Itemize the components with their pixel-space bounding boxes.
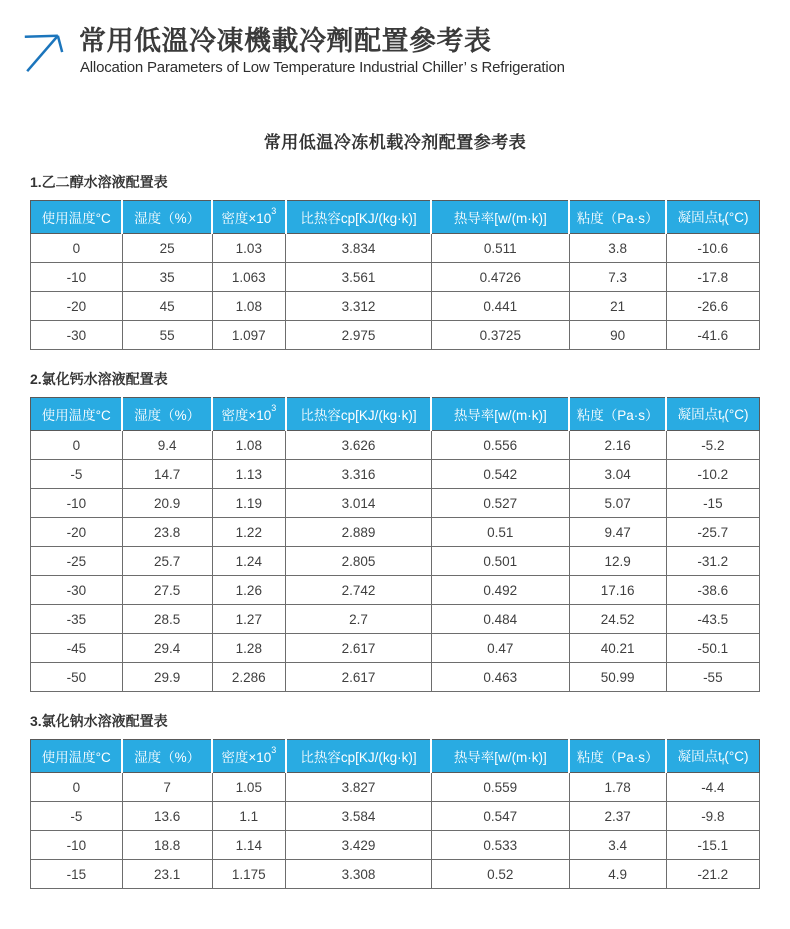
table-cell: 1.78: [569, 773, 666, 802]
table-cell: -41.6: [666, 321, 759, 350]
table-cell: -55: [666, 663, 759, 692]
table-cell: 0.484: [431, 605, 569, 634]
table-cell: -15: [31, 860, 123, 889]
table-cell: 3.626: [286, 431, 432, 460]
table-cell: 3.429: [286, 831, 432, 860]
table-cell: 29.9: [122, 663, 212, 692]
table-cell: -35: [31, 605, 123, 634]
table-cell: 0.441: [431, 292, 569, 321]
table-row: [31, 321, 760, 350]
table-row: [31, 518, 760, 547]
table-cell: -25: [31, 547, 123, 576]
table-cell: 4.9: [569, 860, 666, 889]
table-cell: 1.22: [212, 518, 286, 547]
table-cell: 1.27: [212, 605, 286, 634]
table-cell: 13.6: [122, 802, 212, 831]
table-cell: 25.7: [122, 547, 212, 576]
table-cell: 2.617: [286, 634, 432, 663]
table-row: [31, 576, 760, 605]
table-ethylene-glycol: [30, 200, 760, 350]
table-cell: 23.1: [122, 860, 212, 889]
col-header-freezing-point: 凝固点$t_f(^\circ C)$: [666, 398, 759, 431]
col-header-freezing-point: 凝固点$t_f(^\circ C)$: [666, 201, 759, 234]
table-cell: -17.8: [666, 263, 759, 292]
table-cell: 2.742: [286, 576, 432, 605]
table-cell: 20.9: [122, 489, 212, 518]
table-cell: 50.99: [569, 663, 666, 692]
table-cell: 0.556: [431, 431, 569, 460]
table-cell: -26.6: [666, 292, 759, 321]
table-cell: -10: [31, 831, 123, 860]
table-cell: 29.4: [122, 634, 212, 663]
table-cell: -5: [31, 802, 123, 831]
table-cell: 28.5: [122, 605, 212, 634]
col-header-temperature: 使用温度°C: [31, 740, 123, 773]
section-sodium-chloride: [30, 711, 760, 889]
table-cell: 0: [31, 431, 123, 460]
table-cell: 3.834: [286, 234, 432, 263]
table-cell: 45: [122, 292, 212, 321]
table-row: [31, 831, 760, 860]
table-row: [31, 773, 760, 802]
table-cell: -30: [31, 576, 123, 605]
table-cell: 1.24: [212, 547, 286, 576]
table-cell: 2.7: [286, 605, 432, 634]
table-row: [31, 460, 760, 489]
table-cell: 3.308: [286, 860, 432, 889]
col-header-viscosity: 粘度（Pa·s）: [569, 398, 666, 431]
section-label-calcium-chloride: 2.氯化钙水溶液配置表: [30, 371, 168, 387]
table-cell: 3.316: [286, 460, 432, 489]
header-row: [31, 201, 760, 234]
table-calcium-chloride: [30, 397, 760, 692]
table-cell: 9.47: [569, 518, 666, 547]
table-cell: -43.5: [666, 605, 759, 634]
table-cell: 0.501: [431, 547, 569, 576]
table-cell: -4.4: [666, 773, 759, 802]
table-cell: -31.2: [666, 547, 759, 576]
col-header-density: 密度$\times 10^3$: [212, 201, 286, 234]
page-title: 常用低溫冷凍機載冷劑配置參考表: [79, 26, 492, 56]
table-cell: 3.8: [569, 234, 666, 263]
table-cell: -38.6: [666, 576, 759, 605]
col-header-specific-heat: 比热容cp[KJ/(kg·k)]: [286, 398, 432, 431]
table-cell: 0.527: [431, 489, 569, 518]
table-cell: -21.2: [666, 860, 759, 889]
table-cell: 7: [122, 773, 212, 802]
table-cell: 0.533: [431, 831, 569, 860]
table-cell: 3.561: [286, 263, 432, 292]
table-cell: -10: [31, 263, 123, 292]
section-label-sodium-chloride: 3.氯化钠水溶液配置表: [30, 713, 168, 729]
table-cell: 24.52: [569, 605, 666, 634]
table-row: [31, 292, 760, 321]
table-cell: 3.04: [569, 460, 666, 489]
table-cell: 2.16: [569, 431, 666, 460]
col-header-thermal-conductivity: 热导率[w/(m·k)]: [431, 201, 569, 234]
table-row: [31, 431, 760, 460]
table-cell: 0.559: [431, 773, 569, 802]
table-row: [31, 489, 760, 518]
table-cell: 3.4: [569, 831, 666, 860]
col-header-temperature: 使用温度°C: [31, 398, 123, 431]
page-subtitle: Allocation Parameters of Low Temperature Industrial Chiller’ s Refrigeration: [80, 58, 565, 76]
table-cell: -20: [31, 518, 123, 547]
table-cell: 25: [122, 234, 212, 263]
table-cell: 1.13: [212, 460, 286, 489]
logo-header: [0, 0, 790, 76]
table-cell: 27.5: [122, 576, 212, 605]
col-header-freezing-point: 凝固点$t_f(^\circ C)$: [666, 740, 759, 773]
table-cell: 2.975: [286, 321, 432, 350]
table-cell: 55: [122, 321, 212, 350]
table-cell: 0.51: [431, 518, 569, 547]
table-cell: 0.547: [431, 802, 569, 831]
table-cell: 1.14: [212, 831, 286, 860]
table-cell: 2.286: [212, 663, 286, 692]
section-ethylene-glycol: [30, 172, 760, 350]
table-cell: 0.463: [431, 663, 569, 692]
table-cell: -10: [31, 489, 123, 518]
table-cell: -50: [31, 663, 123, 692]
table-cell: 1.08: [212, 292, 286, 321]
table-cell: 0.511: [431, 234, 569, 263]
document-title: 常用低温冷冻机载冷剂配置参考表: [263, 133, 527, 152]
table-cell: 1.05: [212, 773, 286, 802]
table-cell: 0.492: [431, 576, 569, 605]
col-header-viscosity: 粘度（Pa·s）: [569, 201, 666, 234]
table-cell: 1.1: [212, 802, 286, 831]
col-header-specific-heat: 比热容cp[KJ/(kg·k)]: [286, 201, 432, 234]
table-cell: 0.542: [431, 460, 569, 489]
header-row: [31, 398, 760, 431]
table-cell: -20: [31, 292, 123, 321]
table-cell: 40.21: [569, 634, 666, 663]
table-cell: 1.175: [212, 860, 286, 889]
table-cell: -10.6: [666, 234, 759, 263]
table-cell: -15: [666, 489, 759, 518]
table-cell: 2.805: [286, 547, 432, 576]
table-cell: 1.26: [212, 576, 286, 605]
table-row: [31, 605, 760, 634]
col-header-density: 密度$\times 10^3$: [212, 740, 286, 773]
table-cell: -45: [31, 634, 123, 663]
table-cell: 2.37: [569, 802, 666, 831]
table-row: [31, 634, 760, 663]
col-header-viscosity: 粘度（Pa·s）: [569, 740, 666, 773]
table-cell: 5.07: [569, 489, 666, 518]
table-sodium-chloride: [30, 739, 760, 889]
table-cell: 1.03: [212, 234, 286, 263]
table-cell: 1.08: [212, 431, 286, 460]
col-header-humidity: 湿度（%）: [122, 740, 212, 773]
table-cell: -5: [31, 460, 123, 489]
logo-text-block: [79, 27, 565, 76]
table-cell: 21: [569, 292, 666, 321]
table-cell: 0: [31, 773, 123, 802]
table-cell: 3.312: [286, 292, 432, 321]
table-cell: 1.19: [212, 489, 286, 518]
col-header-temperature: 使用温度°C: [31, 201, 123, 234]
table-cell: -50.1: [666, 634, 759, 663]
table-cell: -5.2: [666, 431, 759, 460]
col-header-density: 密度$\times 10^3$: [212, 398, 286, 431]
table-cell: 3.014: [286, 489, 432, 518]
col-header-humidity: 湿度（%）: [122, 398, 212, 431]
table-cell: 7.3: [569, 263, 666, 292]
table-cell: 35: [122, 263, 212, 292]
table-cell: 2.617: [286, 663, 432, 692]
table-cell: 2.889: [286, 518, 432, 547]
table-cell: 12.9: [569, 547, 666, 576]
table-row: [31, 802, 760, 831]
col-header-specific-heat: 比热容cp[KJ/(kg·k)]: [286, 740, 432, 773]
section-calcium-chloride: [30, 369, 760, 692]
table-cell: 18.8: [122, 831, 212, 860]
table-cell: 90: [569, 321, 666, 350]
section-label-ethylene-glycol: 1.乙二醇水溶液配置表: [30, 174, 168, 190]
table-cell: 14.7: [122, 460, 212, 489]
table-cell: 1.28: [212, 634, 286, 663]
table-cell: 0.3725: [431, 321, 569, 350]
table-cell: 1.063: [212, 263, 286, 292]
table-cell: 0.52: [431, 860, 569, 889]
table-cell: 0: [31, 234, 123, 263]
table-cell: -30: [31, 321, 123, 350]
table-cell: 3.827: [286, 773, 432, 802]
table-row: [31, 860, 760, 889]
col-header-thermal-conductivity: 热导率[w/(m·k)]: [431, 398, 569, 431]
trend-arrow-icon: [20, 30, 66, 76]
table-row: [31, 663, 760, 692]
table-cell: -10.2: [666, 460, 759, 489]
header-row: [31, 740, 760, 773]
table-row: [31, 234, 760, 263]
table-cell: -9.8: [666, 802, 759, 831]
table-cell: 17.16: [569, 576, 666, 605]
table-row: [31, 547, 760, 576]
table-cell: 0.47: [431, 634, 569, 663]
table-cell: 9.4: [122, 431, 212, 460]
col-header-humidity: 湿度（%）: [122, 201, 212, 234]
table-cell: 3.584: [286, 802, 432, 831]
col-header-thermal-conductivity: 热导率[w/(m·k)]: [431, 740, 569, 773]
table-cell: 23.8: [122, 518, 212, 547]
table-cell: -25.7: [666, 518, 759, 547]
table-cell: 1.097: [212, 321, 286, 350]
table-cell: 0.4726: [431, 263, 569, 292]
table-row: [31, 263, 760, 292]
table-cell: -15.1: [666, 831, 759, 860]
